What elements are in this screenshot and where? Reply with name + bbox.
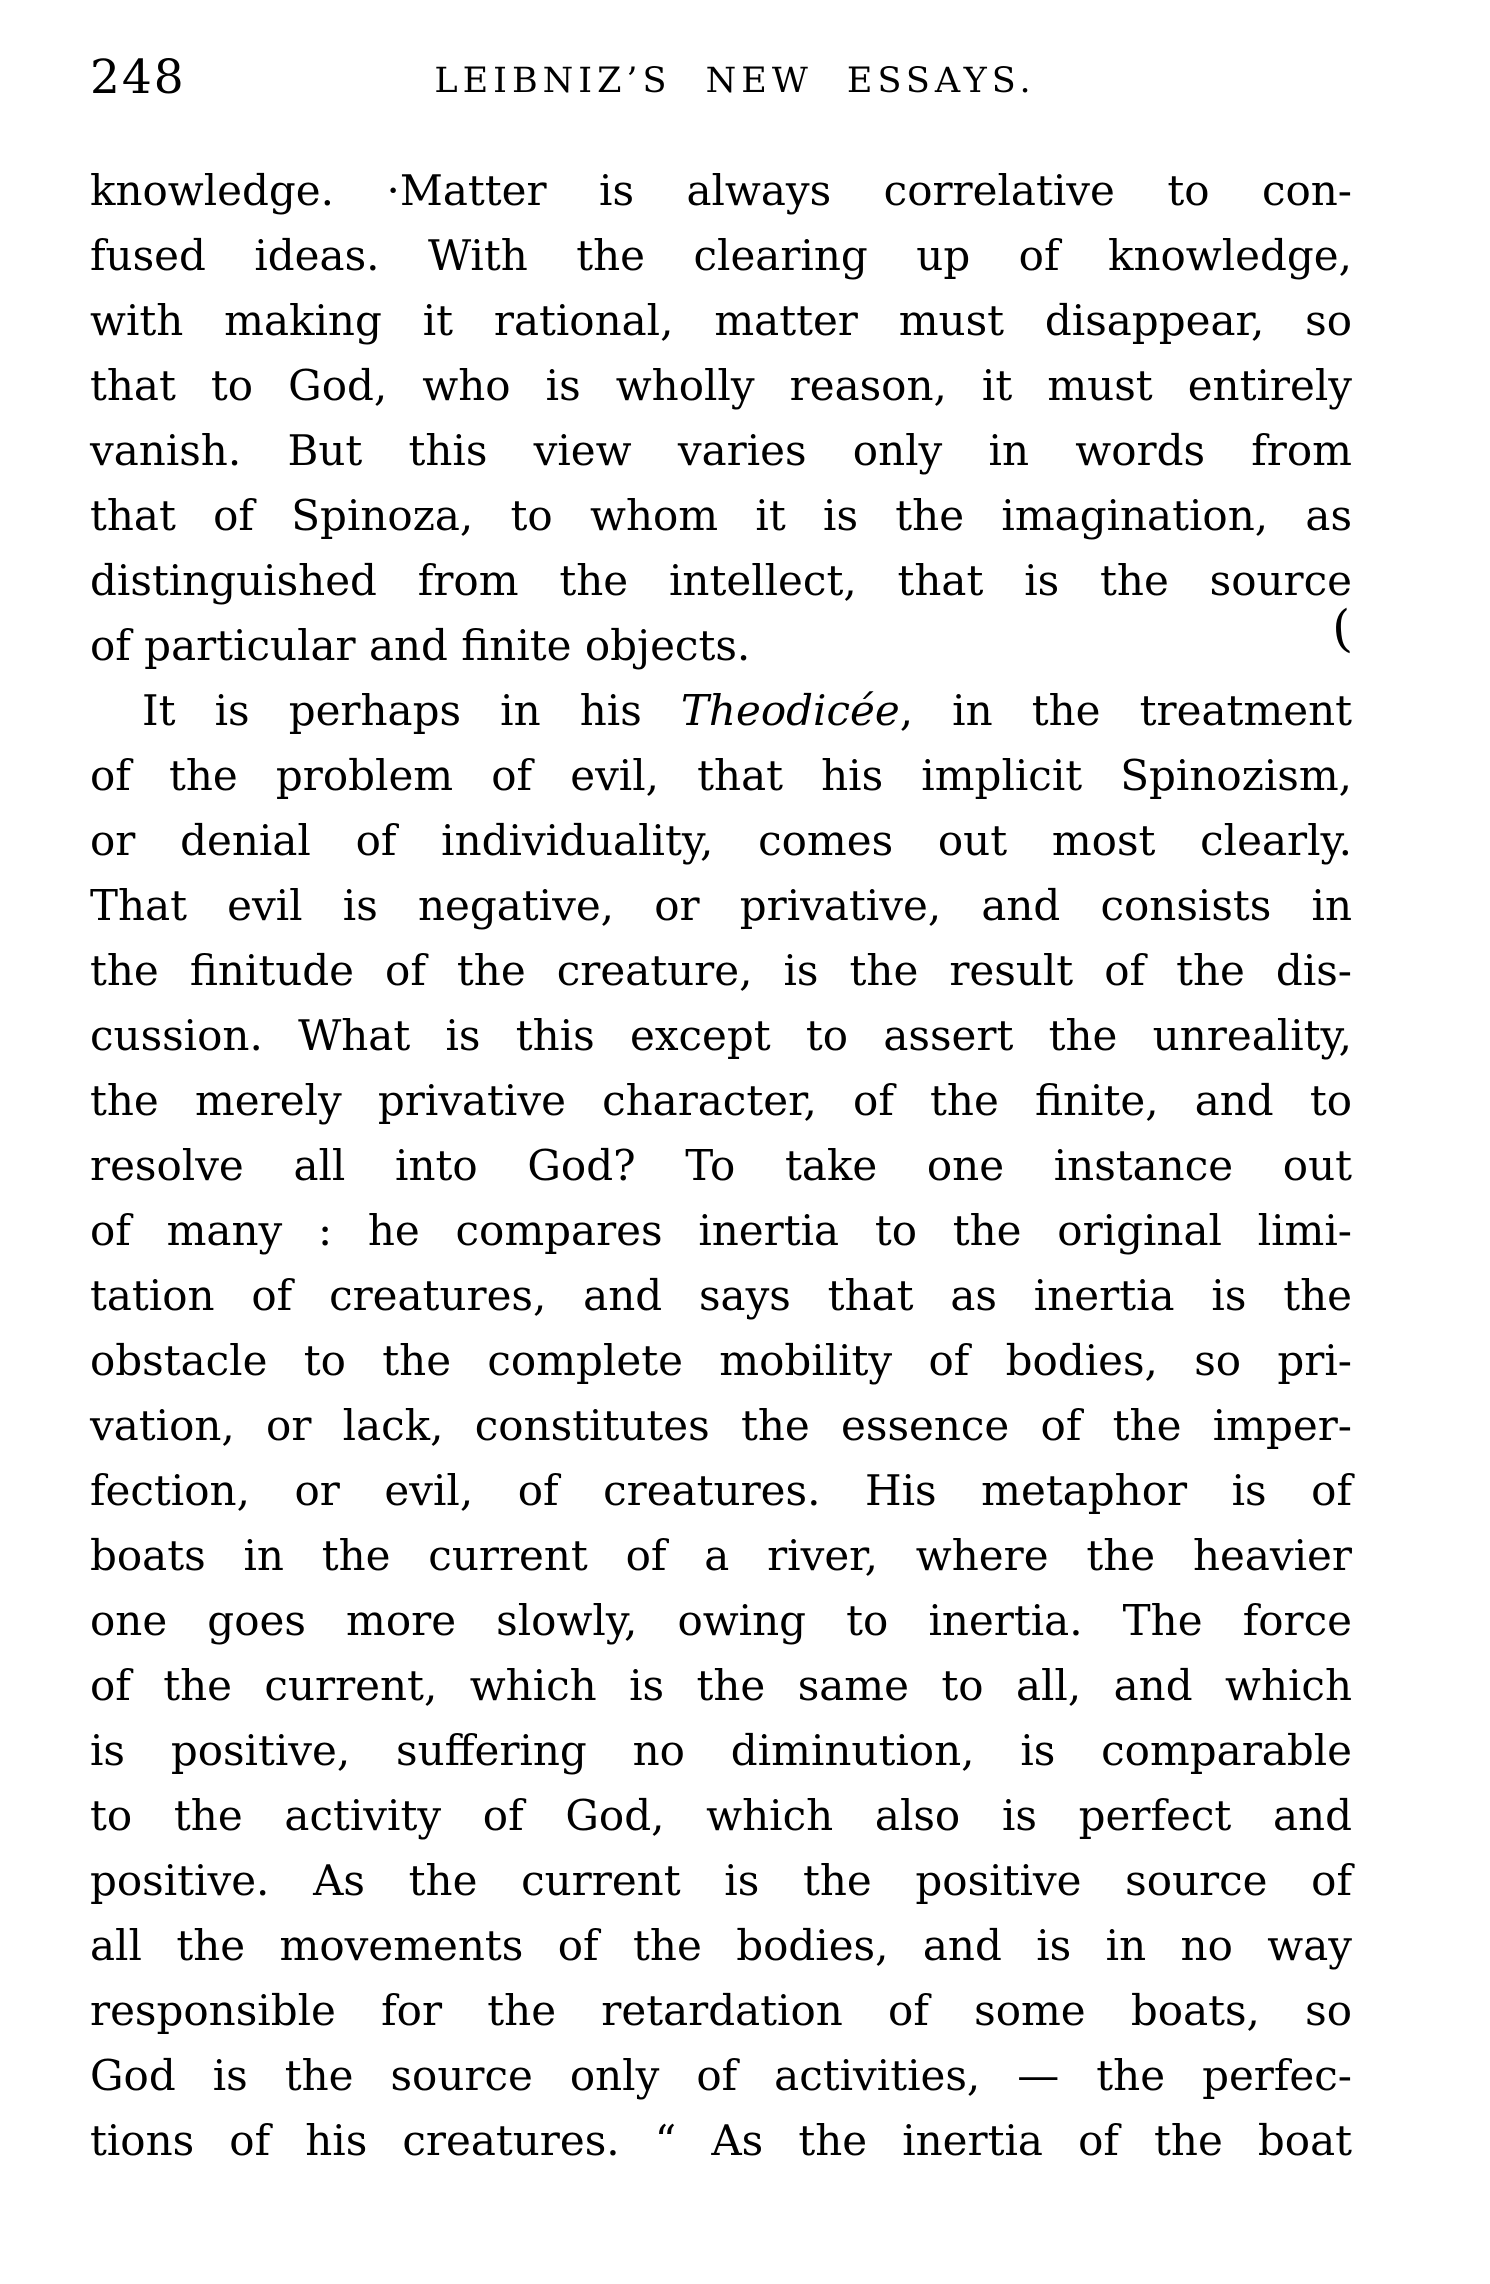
text-line: fection, or evil, of creatures. His metaphor is of — [90, 1466, 1352, 1515]
text-line: all the movements of the bodies, and is in no way — [90, 1921, 1352, 1970]
text-line: vanish. But this view varies only in words from — [90, 426, 1352, 475]
text-line: positive. As the current is the positive source of — [90, 1856, 1352, 1905]
text-line: cussion. What is this except to assert the unreality, — [90, 1011, 1352, 1060]
text-line: obstacle to the complete mobility of bodies, so pri- — [90, 1336, 1352, 1385]
text-line: vation, or lack, constitutes the essence of the imper- — [90, 1401, 1352, 1450]
text-line: tation of creatures, and says that as inertia is the — [90, 1271, 1352, 1320]
text-line: tions of his creatures. “ As the inertia of the boat — [90, 2116, 1352, 2165]
text-line: of the current, which is the same to all, and which — [90, 1661, 1352, 1710]
running-head: LEIBNIZ’S NEW ESSAYS. — [434, 61, 1036, 101]
text-line: distinguished from the intellect, that is the source — [90, 556, 1352, 605]
text-line: resolve all into God? To take one instance out — [90, 1141, 1352, 1190]
text-segment: , in the treatment — [899, 686, 1352, 735]
text-line: the finitude of the creature, is the result of the dis- — [90, 946, 1352, 995]
text-segment: It is perhaps in his — [142, 686, 681, 735]
text-line: that to God, who is wholly reason, it must entirely — [90, 361, 1352, 410]
text-line: of particular and finite objects. — [90, 621, 751, 670]
text-line: of many : he compares inertia to the original limi- — [90, 1206, 1352, 1255]
print-artifact-mark: ( — [1330, 599, 1354, 659]
page-number: 248 — [90, 50, 186, 105]
text-line: that of Spinoza, to whom it is the imagination, as — [90, 491, 1352, 540]
text-line: is positive, suffering no diminution, is comparable — [90, 1726, 1352, 1775]
body-text — [90, 158, 1352, 2173]
text-line-paragraph-start — [90, 678, 1352, 743]
text-line: boats in the current of a river, where the heavier — [90, 1531, 1352, 1580]
text-line: of the problem of evil, that his implicit Spinozism, — [90, 751, 1352, 800]
text-line: to the activity of God, which also is perfect and — [90, 1791, 1352, 1840]
text-line: the merely privative character, of the finite, and to — [90, 1076, 1352, 1125]
text-line: knowledge. ·Matter is always correlative to con- — [90, 166, 1352, 215]
text-line: or denial of individuality, comes out most clearly. — [90, 816, 1352, 865]
text-line: responsible for the retardation of some boats, so — [90, 1986, 1352, 2035]
text-line: That evil is negative, or privative, and consists in — [90, 881, 1352, 930]
text-line: God is the source only of activities, — the perfec- — [90, 2051, 1352, 2100]
text-line: with making it rational, matter must disappear, so — [90, 296, 1352, 345]
book-title-italic: Theodicée — [680, 686, 900, 735]
text-line: one goes more slowly, owing to inertia. The force — [90, 1596, 1352, 1645]
text-line: fused ideas. With the clearing up of knowledge, — [90, 231, 1352, 280]
